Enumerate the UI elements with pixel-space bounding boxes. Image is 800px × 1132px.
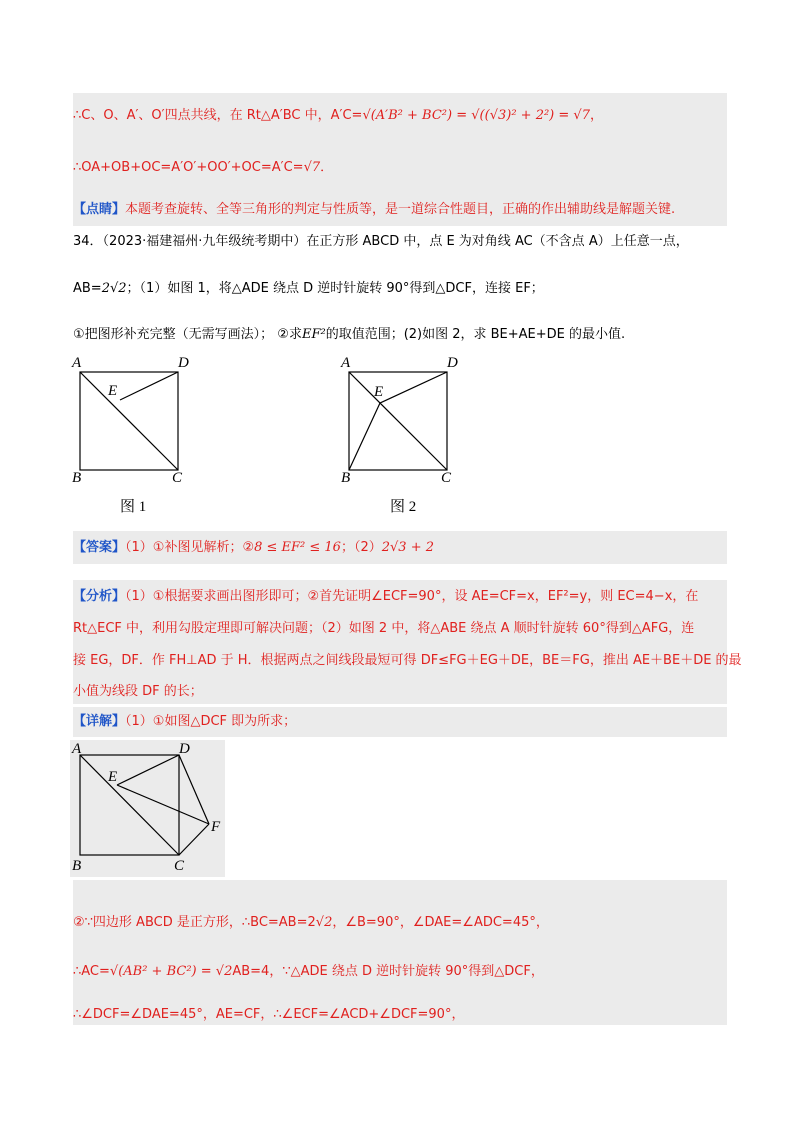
figure-1 [68,350,198,485]
formula-sqrt-7-b: √7 [303,160,321,175]
fig3-label-a: A [72,741,82,757]
fig3-label-c: C [174,858,185,874]
formula-sqrt-2: √2 [315,915,333,930]
fig1-segment-de [120,372,178,400]
problem-line-2: AB=2√2；（1）如图 1，将△ADE 绕点 D 逆时针旋转 90°得到△DCF，连接 EF； [73,281,544,296]
problem-line-3: ①把图形补充完整（无需写画法）； ②求EF²的取值范围；(2)如图 2，求 BE+AE+DE 的最小值. [73,327,626,342]
detail-line-3: ∴AC=√(AB² + BC²) = √2AB=4，∵△ADE 绕点 D 逆时针旋转 90°得到△DCF， [73,964,544,979]
analysis-line-3: 接 EG，DF．作 FH⊥AD 于 H．根据两点之间线段最短可得 DF≤FG＋EG＋DE，BE＝FG，推出 AE＋BE＋DE 的最 [73,653,742,668]
fig3-label-e: E [108,769,118,785]
fig2-label-a: A [341,355,351,371]
formula-sqrt-7: √7 [573,108,590,123]
figure-2 [337,350,467,485]
detail-label: 【详解】 [73,714,126,729]
formula-2-sqrt-2: 2√2 [101,281,127,296]
detail-line-2: ②∵四边形 ABCD 是正方形，∴BC=AB=2√2，∠B=90°，∠DAE=∠ADC=45°， [73,915,549,930]
analysis-line-1: 【分析】（1）①根据要求画出图形即可；②首先证明∠ECF=90°，设 AE=CF=x，EF²=y，则 EC=4−x，在 [73,589,699,604]
comment-text: 本题考查旋转、全等三角形的判定与性质等，是一道综合性题目，正确的作出辅助线是解题关键. [125,202,676,217]
detail-line-1: 【详解】（1）①如图△DCF 即为所求； [73,714,297,729]
figure-2-caption: 图 2 [390,499,417,515]
fig1-label-a: A [72,355,82,371]
formula-ef-squared: EF² [301,327,326,342]
detail-heading-block [73,707,727,737]
problem-line-1: 34．（2023·福建福州·九年级统考期中）在正方形 ABCD 中，点 E 为对角线 AC（不含点 A）上任意一点， [73,234,689,249]
formula-sqrt-ab-bc: √(AB² + BC²) [109,964,197,979]
fig1-label-d: D [178,355,189,371]
formula-sqrt-3-2: √((√3)² + 2²) [471,108,555,123]
detail-line-4: ∴∠DCF=∠DAE=45°，AE=CF，∴∠ECF=∠ACD+∠DCF=90°， [73,1007,465,1022]
formula-min-value: 2√3 + 2 [381,540,435,555]
comment-label: 【点睛】 [73,202,126,217]
fig1-label-b: B [72,470,82,485]
fig1-label-e: E [108,383,118,399]
figure-1-caption: 图 1 [120,499,147,515]
answer-label: 【答案】 [73,540,126,555]
formula-sqrt-2-b: √2 [215,964,233,979]
detail-continuation-block [73,880,727,1025]
fig3-label-f: F [211,819,221,835]
comment-line [73,201,675,219]
formula-ef-range: 8 ≤ EF² ≤ 16 [254,540,341,555]
fig1-label-c: C [172,470,183,485]
answer-line: 【答案】（1）①补图见解析；②8 ≤ EF² ≤ 16；（2）2√3 + 2 [73,540,435,555]
fig2-label-d: D [447,355,458,371]
answer-block [73,531,727,564]
analysis-line-2: Rt△ECF 中，利用勾股定理即可解决问题；（2）如图 2 中，将△ABE 绕点 A 顺时针旋转 60°得到△AFG，连 [73,621,695,636]
fig2-segment-be [349,403,380,470]
fig2-label-e: E [374,384,384,400]
fig2-diagonal-ac [349,372,447,470]
fig3-label-b: B [72,858,82,874]
fig2-label-b: B [341,470,351,485]
fig2-segment-de [380,372,447,403]
analysis-line-4: 小值为线段 DF 的长； [73,684,203,699]
solution-line-1: ∴C、O、A′、O′四点共线，在 Rt△A′BC 中，A′C=√(A′B² + BC²) = √((√3)² + 2²) = √7， [73,108,603,123]
top-solution-block [73,93,727,226]
problem-number: 34． [73,234,103,249]
fig2-label-c: C [441,470,452,485]
analysis-label: 【分析】 [73,589,126,604]
figure-solution [70,740,225,877]
fig3-label-d: D [179,741,190,757]
fig1-diagonal-ac [80,372,178,470]
solution-line-2: ∴OA+OB+OC=A′O′+OO′+OC=A′C=√7． [73,160,334,175]
analysis-block [73,580,742,704]
formula-sqrt-a-b-bc: √(A′B² + BC²) [362,108,453,123]
